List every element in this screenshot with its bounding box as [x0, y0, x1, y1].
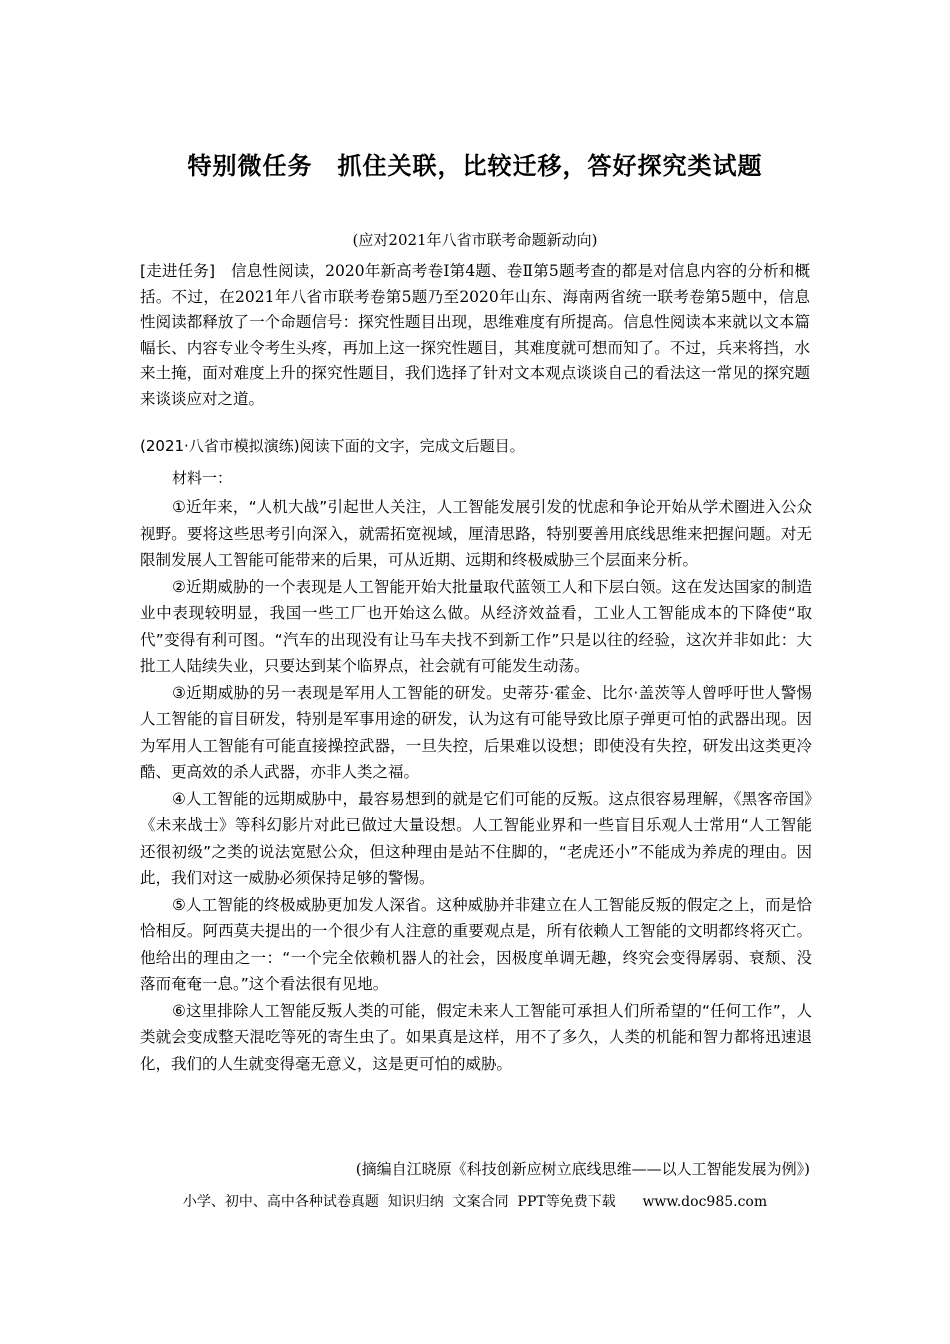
material-title: 材料一： — [172, 469, 233, 487]
paragraph-5: ⑤人工智能的终极威胁更加发人深省。这种威胁并非建立在人工智能反叛的假定之上，而是恰恰相反。阿西莫夫提出的一个很少有人注意的重要观点是，所有依赖人工智能的文明都终将灭亡。他给出的理由之一：“一个完全依赖机器人的社会，因极度单调无趣，终究会变得孱弱、衰颓、没落而奄奄一息。”这个看法很有见地。 — [140, 895, 812, 993]
paragraph-2: ②近期威胁的一个表现是人工智能开始大批量取代蓝领工人和下层白领。这在发达国家的制造业中表现较明显，我国一些工厂也开始这么做。从经济效益看，工业人工智能成本的下降使“取代”变得有利可图。“汽车的出现没有让马车夫找不到新工作”只是以往的经验，这次并非如此：大批工人陆续失业，只要达到某个临界点，社会就有可能发生动荡。 — [140, 577, 812, 675]
source-line — [140, 435, 525, 456]
page-subtitle: (应对2021年八省市联考命题新动向) — [352, 231, 598, 249]
source-instruction: 阅读下面的文字，完成文后题目。 — [299, 437, 525, 455]
source-prefix: (2021·八省市模拟演练) — [140, 437, 300, 455]
intro-tag: [走进任务] — [140, 262, 216, 280]
material-body — [140, 494, 812, 1077]
paragraph-1: ①近年来，“人机大战”引起世人关注，人工智能发展引发的忧虑和争论开始从学术圈进入公众视野。要将这些思考引向深入，就需拓宽视域，厘清思路，特别要善用底线思维来把握问题。对无限制发展人工智能可能带来的后果，可从近期、远期和终极威胁三个层面来分析。 — [140, 498, 812, 569]
paragraph-3: ③近期威胁的另一表现是军用人工智能的研发。史蒂芬·霍金、比尔·盖茨等人曾呼吁世人警惕人工智能的盲目研发，特别是军事用途的研发，认为这有可能导致比原子弹更可怕的武器出现。因为军用人工智能有可能直接操控武器，一旦失控，后果难以设想；即使没有失控，研发出这类更冷酷、更高效的杀人武器，亦非人类之福。 — [140, 683, 812, 781]
paragraph-4: ④人工智能的远期威胁中，最容易想到的就是它们可能的反叛。这点很容易理解，《黑客帝国》《未来战士》等科幻影片对此已做过大量设想。人工智能业界和一些盲目乐观人士常用“人工智能还很初级”之类的说法宽慰公众，但这种理由是站不住脚的，“老虎还小”不能成为养虎的理由。因此，我们对这一威胁必须保持足够的警惕。 — [140, 789, 812, 887]
intro-text: 信息性阅读，2020年新高考卷Ⅰ第4题、卷Ⅱ第5题考查的都是对信息内容的分析和概括。不过，在2021年八省市联考卷第5题乃至2020年山东、海南两省统一联考卷第5题中，信息性阅读都释放了一个命题信号：探究性题目出现，思维难度有所提高。信息性阅读本来就以文本篇幅长、内容专业令考生头疼，再加上这一探究性题目，其难度就可想而知了。不过，兵来将挡，水来土掩，面对难度上升的探究性题目，我们选择了针对文本观点谈谈自己的看法这一常见的探究题来谈谈应对之道。 — [140, 262, 810, 408]
page-footer: 小学、初中、高中各种试卷真题 知识归纳 文案合同 PPT等免费下载 www.doc985.com — [182, 1194, 768, 1210]
source-attribution: (摘编自江晓原《科技创新应树立底线思维——以人工智能发展为例》) — [355, 1160, 810, 1178]
paragraph-6: ⑥这里排除人工智能反叛人类的可能，假定未来人工智能可承担人们所希望的“任何工作”，人类就会变成整天混吃等死的寄生虫了。如果真是这样，用不了多久，人类的机能和智力都将迅速退化，我们的人生就变得毫无意义，这是更可怕的威胁。 — [140, 1001, 812, 1073]
intro-section — [140, 259, 810, 412]
page-title: 特别微任务 抓住关联，比较迁移，答好探究类试题 — [187, 152, 763, 180]
